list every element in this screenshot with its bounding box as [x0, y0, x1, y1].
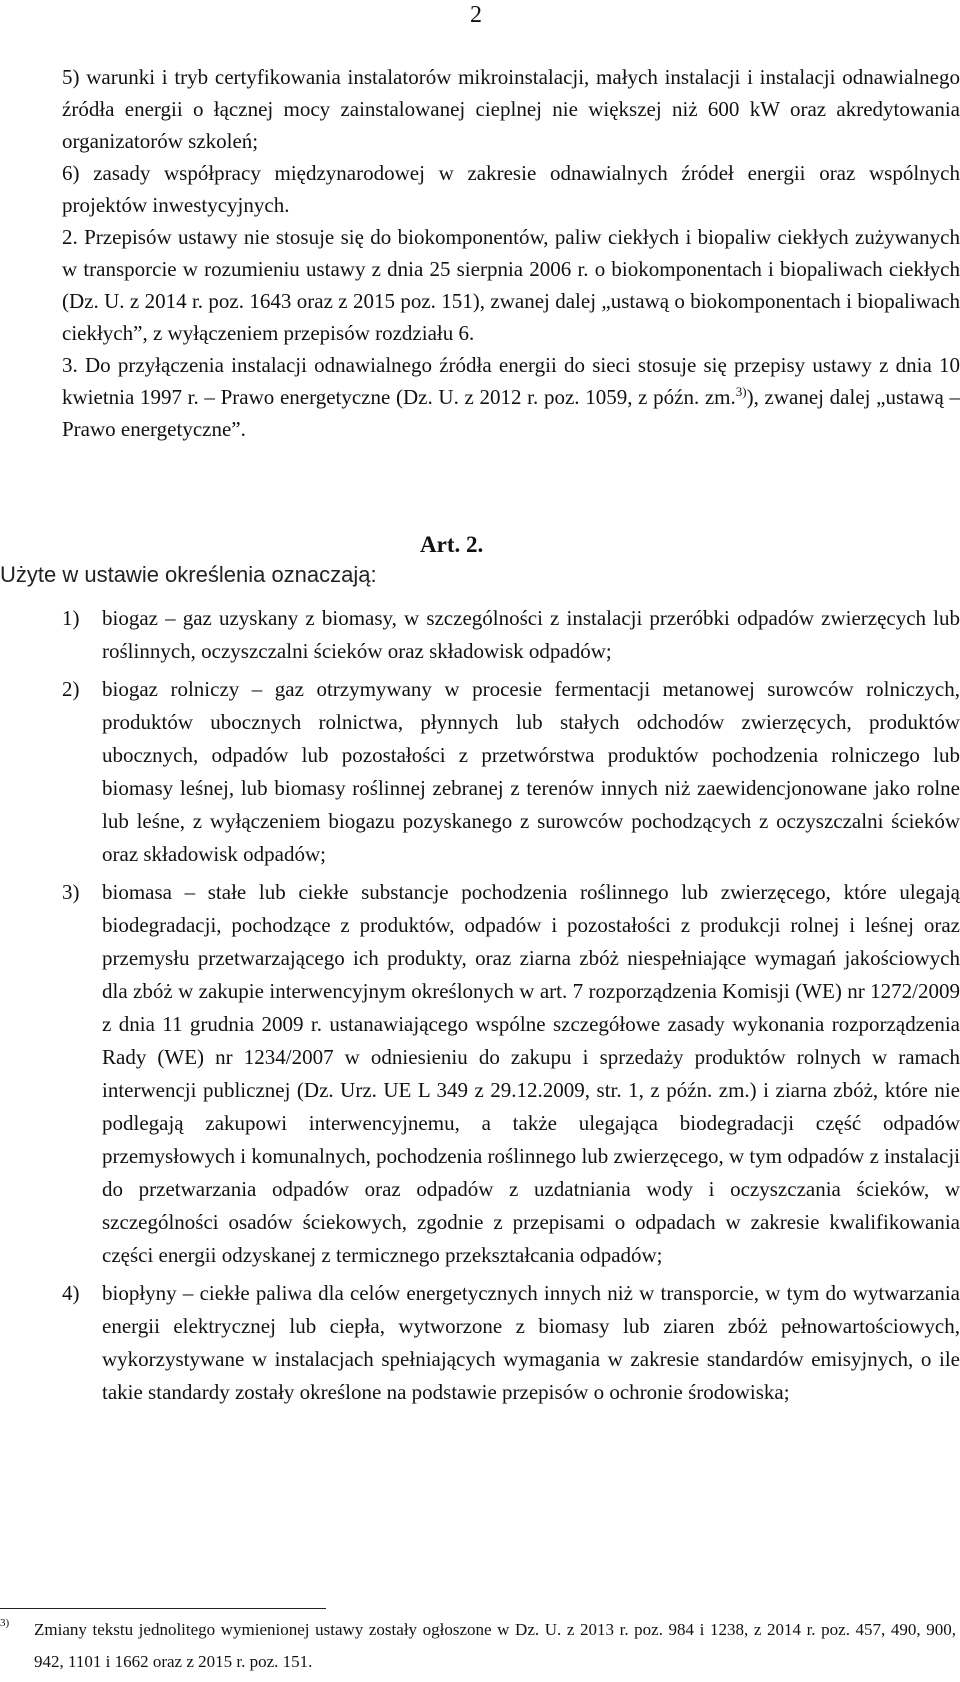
definition-text: biogaz – gaz uzyskany z biomasy, w szczególności z instalacji przeróbki odpadów zwierzęcych lub roślinnych, oczyszczalni ścieków oraz składowisk odpadów; — [102, 606, 960, 663]
definition-text: biomasa – stałe lub ciekłe substancje pochodzenia roślinnego lub zwierzęcego, które ulegają biodegradacji, pochodzące z produktów, odpadów i pozostałości z produkcji rolnej i leśnej oraz przemysłu przetwarzającego ich produkty, oraz ziarna zbóż niespełniające wymagań jakościowych dla zbóż w zakupie interwencyjnym określonych w art. 7 rozporządzenia Komisji (WE) nr 1272/2009 z dnia 11 grudnia 2009 r. ustanawiającego wspólne szczegółowe zasady wykonania rozporządzenia Rady (WE) nr 1234/2007 w odniesieniu do zakupu i sprzedaży produktów rolnych w ramach interwencji publicznej (Dz. Urz. UE L 349 z 29.12.2009, str. 1, z późn. zm.) i ziarna zbóż, które nie podlegają zakupowi interwencyjnemu, a także ulegająca biodegradacji część odpadów przemysłowych i komunalnych, pochodzenia roślinnego lub zwierzęcego, w tym odpadów z instalacji do przetwarzania odpadów oraz odpadów z uzdatniania wody i oczyszczania ścieków, w szczególności osadów ściekowych, zgodnie z przepisami o odpadach w zakresie kwalifikowania części energii odzyskanej z termicznego przekształcania odpadów; — [102, 880, 960, 1267]
item-number: 5) — [62, 65, 80, 89]
definition-item — [62, 876, 960, 1272]
footnote-reference[interactable]: 3) — [735, 384, 747, 399]
paragraph-text: Przepisów ustawy nie stosuje się do biokomponentów, paliw ciekłych i biopaliw ciekłych zużywanych w transporcie w rozumieniu ustawy z dnia 25 sierpnia 2006 r. o biokomponentach i biopaliwach ciekłych (Dz. U. z 2014 r. poz. 1643 oraz z 2015 poz. 151), zwanej dalej „ustawą o biokomponentach i biopaliwach ciekłych”, z wyłączeniem przepisów rozdziału 6. — [62, 225, 960, 345]
definition-item — [62, 1277, 960, 1409]
article-1-continuation — [62, 61, 960, 445]
definition-item — [62, 602, 960, 668]
paragraph-text-end: ), zwanej dalej „ustawą – Prawo energetyczne”. — [62, 385, 960, 441]
list-item — [62, 157, 960, 221]
paragraph-text: Do przyłączenia instalacji odnawialnego źródła energii do sieci stosuje się przepisy ustawy z dnia 10 kwietnia 1997 r. – Prawo energetyczne (Dz. U. z 2012 r. poz. 1059, z późn. zm. — [62, 353, 960, 409]
list-item — [62, 61, 960, 157]
definition-number: 4) — [62, 1281, 80, 1305]
paragraph-number: 3. — [62, 353, 78, 377]
footnote-text: Zmiany tekstu jednolitego wymienionej ustawy zostały ogłoszone w Dz. U. z 2013 r. poz. 984 i 1238, z 2014 r. poz. 457, 490, 900, 942, 1101 i 1662 oraz z 2015 r. poz. 151. — [34, 1620, 956, 1671]
item-number: 6) — [62, 161, 80, 185]
definition-number: 2) — [62, 677, 80, 701]
definitions-list — [62, 602, 960, 1414]
page-number: 2 — [470, 2, 482, 28]
item-text: zasady współpracy międzynarodowej w zakresie odnawialnych źródeł energii oraz wspólnych projektów inwestycyjnych. — [62, 161, 960, 217]
paragraph-number: 2. — [62, 225, 78, 249]
article-intro: Użyte w ustawie określenia oznaczają: — [0, 562, 377, 587]
footnote-separator — [0, 1608, 326, 1609]
definition-number: 3) — [62, 880, 80, 904]
paragraph-2 — [62, 221, 960, 349]
paragraph-3 — [62, 349, 960, 445]
definition-item — [62, 673, 960, 871]
item-text: warunki i tryb certyfikowania instalatorów mikroinstalacji, małych instalacji i instalacji odnawialnego źródła energii o łącznej mocy zainstalowanej cieplnej nie większej niż 600 kW oraz akredytowania organizatorów szkoleń; — [62, 65, 960, 153]
article-heading: Art. 2. — [420, 532, 484, 557]
definition-text: biogaz rolniczy – gaz otrzymywany w procesie fermentacji metanowej surowców rolniczych, produktów ubocznych rolnictwa, płynnych lub stałych odchodów zwierzęcych, produktów ubocznych, odpadów lub pozostałości z przetwórstwa produktów pochodzenia rolniczego lub biomasy leśnej, lub biomasy roślinnej zebranej z terenów innych niż zaewidencjonowane jako rolne lub leśne, z wyłączeniem biogazu pozyskanego z surowców pochodzących z oczyszczalni ścieków oraz składowisk odpadów; — [102, 677, 960, 866]
definition-text: biopłyny – ciekłe paliwa dla celów energetycznych innych niż w transporcie, w tym do wytwarzania energii elektrycznej lub ciepła, wytworzone z biomasy lub ziaren zbóż pełnowartościowych, wykorzystywane w instalacjach spełniających wymagania w zakresie standardów emisyjnych, o ile takie standardy zostały określone na podstawie przepisów o ochronie środowiska; — [102, 1281, 960, 1404]
definition-number: 1) — [62, 606, 80, 630]
footnote-mark: 3) — [0, 1617, 10, 1629]
